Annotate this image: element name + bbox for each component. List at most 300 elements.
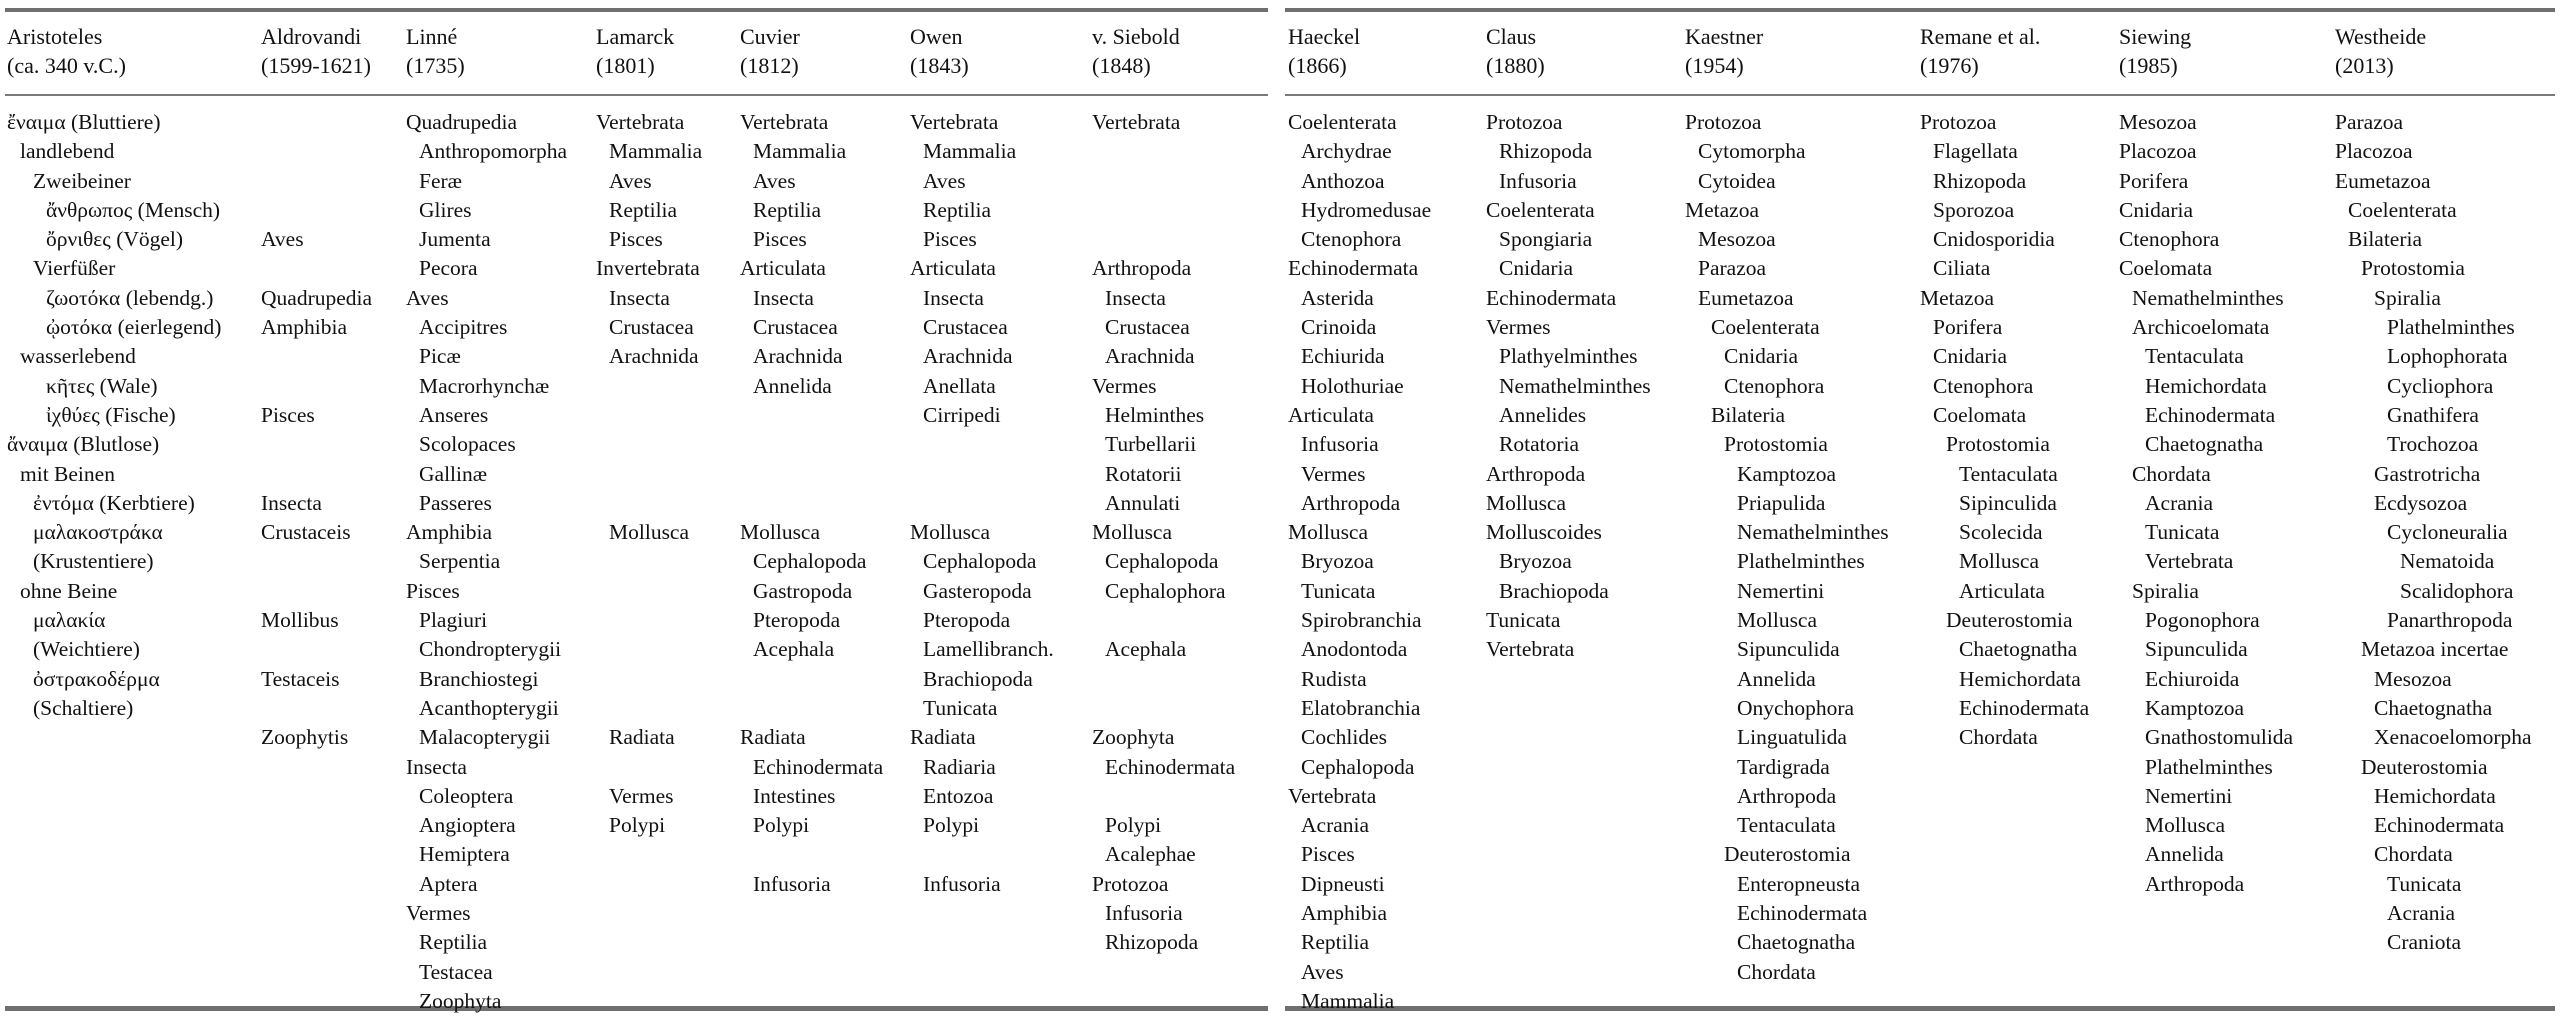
taxon-entry: Vertebrata: [1288, 783, 1377, 808]
taxon-list: [1092, 108, 1235, 958]
taxon-entry: [261, 137, 372, 166]
column-author: Claus: [1486, 24, 1537, 49]
taxon-entry: Aves: [753, 168, 796, 193]
column-haeckel: [1288, 22, 1432, 1013]
taxon-entry: Mollusca: [1486, 490, 1567, 515]
taxon-entry: [596, 577, 702, 606]
taxon-entry: Amphibia: [1301, 901, 1387, 926]
taxon-entry: Nemertini: [2145, 783, 2233, 808]
taxon-entry: Hemichordata: [2374, 783, 2496, 808]
taxon-entry: Quadrupedia: [261, 285, 373, 310]
column-cuvier: [740, 22, 884, 896]
taxon-entry: [740, 460, 883, 489]
taxon-entry: Protozoa: [1685, 110, 1762, 134]
taxon-entry: Radiata: [609, 725, 675, 750]
taxon-entry: Annelida: [1737, 666, 1816, 691]
column-aristoteles: [7, 22, 222, 720]
taxon-entry: [596, 372, 702, 401]
taxon-entry: mit Beinen: [20, 461, 115, 486]
taxon-entry: [740, 430, 883, 459]
taxon-entry: [261, 196, 372, 225]
taxon-entry: Mollusca: [1092, 520, 1173, 545]
taxon-entry: Brachiopoda: [923, 666, 1033, 691]
taxon-entry: Vertebrata: [2145, 549, 2234, 574]
taxon-entry: Nemathelminthes: [1499, 373, 1651, 398]
taxon-entry: Mollusca: [740, 520, 821, 545]
taxon-entry: Gasteropoda: [923, 578, 1032, 603]
taxon-entry: Deuterostomia: [1724, 842, 1851, 867]
taxon-entry: Arthropoda: [1092, 256, 1192, 281]
taxon-entry: Mollusca: [1288, 520, 1369, 545]
column-year: (1848): [1092, 53, 1151, 78]
taxon-entry: Tunicata: [1301, 578, 1376, 603]
taxon-entry: Dipneusti: [1301, 871, 1385, 896]
taxon-entry: Echinodermata: [1105, 754, 1236, 779]
taxon-entry: Testacea: [419, 959, 493, 984]
column-owen: [910, 22, 1054, 896]
taxon-entry: ἔναιμα (Bluttiere): [7, 110, 161, 134]
taxon-entry: Coelenterata: [1711, 315, 1820, 340]
taxon-entry: Cephalopoda: [753, 549, 867, 574]
taxon-entry: Porifera: [2119, 168, 2189, 193]
column-year: (1735): [406, 53, 465, 78]
taxon-entry: Ctenophora: [2119, 227, 2220, 252]
table-bottom-rule: [5, 1006, 1268, 1011]
taxon-entry: Mesozoa: [2119, 110, 2197, 134]
taxon-entry: μαλακοστράκα: [33, 520, 163, 545]
taxon-entry: Onychophora: [1737, 695, 1855, 720]
taxon-entry: Deuterostomia: [2361, 754, 2488, 779]
taxon-entry: Pteropoda: [923, 608, 1011, 633]
taxon-entry: Amphibia: [406, 520, 492, 545]
column-westheide: [2335, 22, 2532, 955]
taxon-entry: Plathyelminthes: [1499, 344, 1638, 369]
taxon-entry: Articulata: [910, 256, 996, 281]
taxon-entry: Insecta: [923, 285, 984, 310]
taxon-entry: [740, 665, 883, 694]
taxon-entry: Radiaria: [923, 754, 996, 779]
taxon-entry: Crustacea: [609, 315, 694, 340]
taxon-entry: Molluscoides: [1486, 520, 1602, 545]
taxon-list: [406, 108, 567, 1016]
taxon-entry: Chaetognatha: [2145, 432, 2264, 457]
taxon-list: [1685, 108, 1889, 987]
taxon-entry: ὄρνιθες (Vögel): [46, 227, 184, 252]
column-lamarck: [596, 22, 703, 838]
column-year: (1812): [740, 53, 799, 78]
taxon-entry: Protozoa: [1920, 110, 1997, 134]
column-author: Kaestner: [1685, 24, 1764, 49]
taxon-entry: Picæ: [419, 344, 461, 369]
taxon-entry: Echinodermata: [1737, 901, 1868, 926]
taxon-entry: Cnidaria: [1499, 256, 1574, 281]
taxon-entry: Gallinæ: [419, 461, 488, 486]
taxon-entry: Hemichordata: [1959, 666, 2081, 691]
taxon-list: [1288, 108, 1431, 1016]
taxon-entry: Echinodermata: [2145, 402, 2276, 427]
taxon-entry: Echiuroida: [2145, 666, 2240, 691]
taxon-entry: Infusoria: [1105, 901, 1183, 926]
taxon-entry: Helminthes: [1105, 402, 1205, 427]
taxon-entry: Protozoa: [1092, 871, 1169, 896]
taxon-entry: Metazoa: [1920, 285, 1995, 310]
taxon-entry: Pisces: [753, 227, 807, 252]
column-year: (2013): [2335, 53, 2394, 78]
taxon-entry: Echinodermata: [2374, 813, 2505, 838]
taxon-entry: Arthropoda: [1301, 490, 1401, 515]
column-author: Siewing: [2119, 24, 2192, 49]
taxon-entry: Ecdysozoa: [2374, 490, 2468, 515]
taxon-entry: Acalephae: [1105, 842, 1196, 867]
taxon-entry: [910, 460, 1054, 489]
taxon-entry: [261, 547, 372, 576]
taxon-entry: Anellata: [923, 373, 996, 398]
taxon-entry: Parazoa: [2335, 110, 2404, 134]
taxon-entry: Acanthopterygii: [419, 695, 559, 720]
taxon-entry: Radiata: [740, 725, 806, 750]
taxon-entry: Asterida: [1301, 285, 1374, 310]
column-siewing: [2119, 22, 2294, 896]
taxon-entry: Placozoa: [2335, 139, 2413, 164]
taxon-list: [596, 108, 702, 840]
taxon-entry: [1092, 196, 1235, 225]
taxon-entry: Porifera: [1933, 315, 2003, 340]
taxon-entry: Mammalia: [1301, 988, 1395, 1013]
taxon-entry: Macrorhynchæ: [419, 373, 550, 398]
taxon-list: [2119, 108, 2293, 899]
taxon-entry: Crinoida: [1301, 315, 1377, 340]
taxon-entry: Metazoa: [1685, 197, 1760, 222]
taxon-entry: Zoophyta: [1092, 725, 1175, 750]
taxon-entry: Chordata: [2132, 461, 2211, 486]
taxon-entry: Reptilia: [753, 197, 822, 222]
taxon-entry: Gastrotricha: [2374, 461, 2481, 486]
taxon-entry: (Schaltiere): [33, 695, 134, 720]
taxon-entry: Infusoria: [1301, 432, 1379, 457]
taxon-entry: Gastropoda: [753, 578, 853, 603]
taxon-entry: Brachiopoda: [1499, 578, 1609, 603]
taxon-entry: Eumetazoa: [1698, 285, 1794, 310]
taxon-list: [1920, 108, 2089, 753]
taxon-entry: μαλακία: [33, 608, 106, 633]
taxon-entry: Articulata: [1959, 578, 2045, 603]
taxon-entry: [261, 372, 372, 401]
taxon-list: [2335, 108, 2532, 958]
taxon-entry: Parazoa: [1698, 256, 1767, 281]
taxon-list: [7, 108, 221, 723]
taxon-entry: Angioptera: [419, 813, 516, 838]
taxon-entry: [740, 840, 883, 869]
taxon-entry: Sporozoa: [1933, 197, 2015, 222]
taxon-entry: Coelenterata: [2348, 197, 2457, 222]
taxon-entry: Arachnida: [923, 344, 1013, 369]
taxon-entry: Pteropoda: [753, 608, 841, 633]
taxon-entry: Sipunculida: [2145, 637, 2248, 662]
column-year: (1801): [596, 53, 655, 78]
taxon-entry: Acrania: [2145, 490, 2214, 515]
taxon-entry: Chaetognatha: [1737, 930, 1856, 955]
taxon-entry: Vertebrata: [1486, 637, 1575, 662]
column-author: Westheide: [2335, 24, 2427, 49]
column-year: (1976): [1920, 53, 1979, 78]
taxon-entry: Crustacea: [753, 315, 838, 340]
taxon-entry: Branchiostegi: [419, 666, 539, 691]
taxon-entry: Zoophytis: [261, 725, 349, 750]
taxon-entry: [261, 342, 372, 371]
taxon-entry: Spongiaria: [1499, 227, 1593, 252]
taxon-entry: Ctenophora: [1724, 373, 1825, 398]
taxon-entry: Coelenterata: [1288, 110, 1397, 134]
taxon-entry: ᾠοτόκα (eierlegend): [46, 315, 222, 340]
column-year: (1866): [1288, 53, 1347, 78]
taxon-entry: Linguatulida: [1737, 725, 1847, 750]
column-remane: [1920, 22, 2090, 750]
taxon-entry: [596, 665, 702, 694]
taxon-entry: Lamellibranch.: [923, 637, 1054, 662]
taxon-entry: Cytoidea: [1698, 168, 1776, 193]
taxon-entry: Acrania: [2387, 901, 2456, 926]
taxon-entry: Mammalia: [753, 139, 847, 164]
column-year: (1880): [1486, 53, 1545, 78]
taxon-entry: [596, 547, 702, 576]
taxon-entry: Chordata: [2374, 842, 2453, 867]
taxon-entry: Tunicata: [2387, 871, 2462, 896]
taxon-entry: ohne Beine: [20, 578, 118, 603]
taxon-entry: Mollusca: [910, 520, 991, 545]
taxon-entry: Feræ: [419, 168, 462, 193]
taxon-entry: Bilateria: [1711, 402, 1786, 427]
taxon-entry: Cnidaria: [2119, 197, 2194, 222]
taxon-entry: Pisces: [261, 402, 315, 427]
taxon-entry: Hemiptera: [419, 842, 510, 867]
taxon-entry: Zoophyta: [419, 988, 502, 1013]
taxon-entry: [261, 460, 372, 489]
taxon-entry: Metazoa incertae: [2361, 637, 2509, 662]
taxon-entry: landlebend: [20, 139, 115, 164]
taxon-entry: Insecta: [1105, 285, 1166, 310]
taxon-entry: [261, 635, 372, 664]
taxon-entry: Spirobranchia: [1301, 608, 1422, 633]
taxon-entry: Arachnida: [609, 344, 699, 369]
taxon-entry: [910, 430, 1054, 459]
taxon-entry: Crustacea: [1105, 315, 1190, 340]
taxon-entry: [261, 694, 372, 723]
taxon-entry: Placozoa: [2119, 139, 2197, 164]
taxon-entry: Enteropneusta: [1737, 871, 1860, 896]
taxon-entry: [1092, 167, 1235, 196]
taxon-entry: [1092, 694, 1235, 723]
taxon-entry: [261, 108, 372, 137]
taxon-entry: Cirripedi: [923, 402, 1001, 427]
taxon-entry: Accipitres: [419, 315, 508, 340]
taxon-entry: κῆτες (Wale): [46, 373, 158, 398]
taxon-entry: Cnidaria: [1724, 344, 1799, 369]
taxon-entry: Bryozoa: [1499, 549, 1572, 574]
taxon-entry: Kamptozoa: [2145, 695, 2245, 720]
taxon-entry: Cephalopoda: [1301, 754, 1415, 779]
taxon-entry: [596, 753, 702, 782]
taxon-entry: Gnathostomulida: [2145, 725, 2294, 750]
taxon-entry: Mammalia: [609, 139, 703, 164]
taxon-entry: Mollusca: [609, 520, 690, 545]
taxon-entry: Protostomia: [1946, 432, 2050, 457]
taxon-entry: Aptera: [419, 871, 478, 896]
taxon-entry: Coleoptera: [419, 783, 514, 808]
taxon-entry: Echinodermata: [1288, 256, 1419, 281]
taxon-entry: Gnathifera: [2387, 402, 2479, 427]
taxon-entry: Deuterostomia: [1946, 608, 2073, 633]
taxon-entry: Chordata: [1737, 959, 1816, 984]
taxon-entry: Cycliophora: [2387, 373, 2494, 398]
taxon-entry: Infusoria: [923, 871, 1001, 896]
taxon-entry: Chaetognatha: [2374, 695, 2493, 720]
taxon-entry: Trochozoa: [2387, 432, 2479, 457]
taxon-list: [1486, 108, 1651, 665]
taxon-entry: Kamptozoa: [1737, 461, 1837, 486]
taxon-entry: Pisces: [609, 227, 663, 252]
table-header-rule: [1285, 94, 2555, 96]
taxon-entry: [910, 840, 1054, 869]
taxon-entry: Hemichordata: [2145, 373, 2267, 398]
column-linne: [406, 22, 568, 1013]
taxon-entry: Rotatorii: [1105, 461, 1182, 486]
taxon-entry: Xenacoelomorpha: [2374, 725, 2532, 750]
taxon-entry: Anseres: [419, 402, 489, 427]
taxon-entry: Nematoida: [2400, 549, 2495, 574]
taxon-entry: Craniota: [2387, 930, 2462, 955]
taxon-entry: Tentaculata: [1737, 813, 1836, 838]
column-claus: [1486, 22, 1651, 662]
taxon-list: [261, 108, 372, 753]
column-author: Haeckel: [1288, 24, 1361, 49]
taxon-entry: Echiurida: [1301, 344, 1385, 369]
column-author: Owen: [910, 24, 963, 49]
taxon-entry: [910, 489, 1054, 518]
taxon-entry: Aves: [1301, 959, 1344, 984]
table-bottom-rule: [1285, 1006, 2555, 1011]
taxon-entry: Cytomorpha: [1698, 139, 1806, 164]
taxon-entry: Insecta: [609, 285, 670, 310]
taxon-entry: ἄναιμα (Blutlose): [7, 432, 160, 457]
taxon-entry: Cephalopoda: [923, 549, 1037, 574]
taxon-entry: Arachnida: [1105, 344, 1195, 369]
taxon-entry: Amphibia: [261, 315, 347, 340]
taxon-entry: Holothuriae: [1301, 373, 1404, 398]
taxon-entry: (Krustentiere): [33, 549, 154, 574]
taxon-entry: Radiata: [910, 725, 976, 750]
taxon-entry: Elatobranchia: [1301, 695, 1421, 720]
taxon-entry: Testaceis: [261, 666, 340, 691]
taxon-entry: ζωοτόκα (lebendg.): [46, 285, 214, 310]
taxon-entry: Quadrupedia: [406, 110, 518, 134]
taxon-entry: Plathelminthes: [1737, 549, 1865, 574]
taxon-entry: Coelomata: [2119, 256, 2213, 281]
taxon-entry: Anthropomorpha: [419, 139, 568, 164]
taxon-entry: Archicoelomata: [2132, 315, 2270, 340]
taxon-entry: Vermes: [406, 901, 471, 926]
taxon-entry: Cephalophora: [1105, 578, 1226, 603]
classification-table-right: [1285, 8, 2555, 1012]
taxon-entry: Polypi: [1105, 813, 1162, 838]
taxon-entry: Nemathelminthes: [2132, 285, 2284, 310]
taxon-entry: Pisces: [406, 578, 460, 603]
column-author: Cuvier: [740, 24, 800, 49]
taxon-entry: Sipinculida: [1959, 490, 2057, 515]
column-kaestner: [1685, 22, 1889, 984]
column-author: Remane et al.: [1920, 24, 2041, 49]
taxon-entry: Hydromedusae: [1301, 197, 1432, 222]
taxon-entry: Tentaculata: [1959, 461, 2058, 486]
taxon-entry: Mollusca: [1959, 549, 2040, 574]
taxon-entry: Protostomia: [2361, 256, 2465, 281]
taxon-entry: Pisces: [1301, 842, 1355, 867]
taxon-entry: Vertebrata: [596, 110, 685, 134]
taxon-entry: Annulati: [1105, 490, 1181, 515]
taxon-entry: [596, 635, 702, 664]
taxon-entry: Aves: [406, 285, 449, 310]
taxon-entry: Sipunculida: [1737, 637, 1840, 662]
taxon-entry: Infusoria: [1499, 168, 1577, 193]
taxon-entry: Reptilia: [1301, 930, 1370, 955]
taxon-entry: Eumetazoa: [2335, 168, 2431, 193]
taxon-entry: [261, 254, 372, 283]
taxon-entry: Polypi: [923, 813, 980, 838]
taxon-entry: Echinodermata: [1959, 695, 2090, 720]
taxon-entry: [1092, 137, 1235, 166]
taxon-entry: Rhizopoda: [1933, 168, 2027, 193]
classification-table-left: [5, 8, 1268, 1012]
taxon-entry: Coelenterata: [1486, 197, 1595, 222]
taxon-entry: Flagellata: [1933, 139, 2018, 164]
taxon-entry: ὀστρακοδέρμα: [33, 666, 160, 691]
taxon-entry: Coelomata: [1933, 402, 2027, 427]
taxon-entry: [1092, 225, 1235, 254]
taxon-entry: Tentaculata: [2145, 344, 2244, 369]
taxon-entry: Spiralia: [2132, 578, 2199, 603]
taxon-entry: [740, 489, 883, 518]
taxon-entry: Rudista: [1301, 666, 1367, 691]
taxon-entry: Tardigrada: [1737, 754, 1830, 779]
taxon-entry: Echinodermata: [1486, 285, 1617, 310]
column-year: (1985): [2119, 53, 2178, 78]
column-year: (1843): [910, 53, 969, 78]
taxon-entry: Serpentia: [419, 549, 501, 574]
taxon-entry: Pecora: [419, 256, 478, 281]
taxon-entry: ἰχθύες (Fische): [46, 402, 176, 427]
taxon-entry: Acephala: [753, 637, 835, 662]
taxon-entry: Articulata: [1288, 402, 1374, 427]
taxon-entry: Chondropterygii: [419, 637, 562, 662]
taxon-entry: Zweibeiner: [33, 168, 131, 193]
taxon-entry: Cephalopoda: [1105, 549, 1219, 574]
taxon-entry: Chordata: [1959, 725, 2038, 750]
taxon-entry: Plathelminthes: [2387, 315, 2515, 340]
taxon-entry: Arthropoda: [1486, 461, 1586, 486]
taxon-entry: Crustacea: [923, 315, 1008, 340]
column-year: (1954): [1685, 53, 1744, 78]
taxon-entry: Acephala: [1105, 637, 1187, 662]
taxon-entry: (Weichtiere): [33, 637, 140, 662]
taxon-entry: [1092, 782, 1235, 811]
taxon-entry: Mesozoa: [2374, 666, 2452, 691]
taxon-entry: Insecta: [753, 285, 814, 310]
taxon-entry: Tunicata: [923, 695, 998, 720]
taxon-entry: Archydrae: [1301, 139, 1392, 164]
taxon-entry: Jumenta: [419, 227, 491, 252]
taxon-entry: Vermes: [1301, 461, 1366, 486]
taxon-entry: Polypi: [609, 813, 666, 838]
taxon-entry: Invertebrata: [596, 256, 700, 281]
